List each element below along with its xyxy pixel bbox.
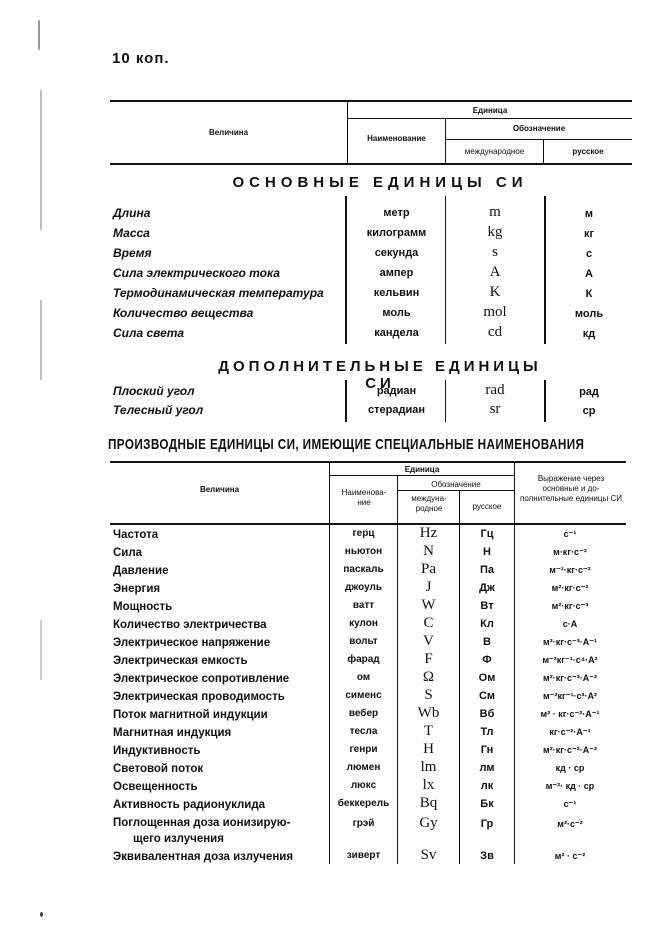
expression-cell: м⁻¹·кг·с⁻² <box>549 565 591 575</box>
quantity-cell: Термодинамическая температура <box>113 286 324 300</box>
base-units-title: ОСНОВНЫЕ ЕДИНИЦЫ СИ <box>232 174 528 191</box>
unit-name-cell: метр <box>383 207 410 219</box>
quantity-cell-continued: щего излучения <box>133 833 224 845</box>
table2-header-designation: Обозначение <box>431 480 481 489</box>
quantity-cell: Энергия <box>113 583 161 595</box>
scan-mark <box>40 620 42 680</box>
intl-symbol-cell: Bq <box>419 795 438 811</box>
quantity-cell: Сила <box>113 547 143 559</box>
rus-symbol-cell: В <box>483 636 491 648</box>
intl-symbol-cell: W <box>421 597 436 613</box>
supplementary-units-title: ДОПОЛНИТЕЛЬНЫЕ ЕДИНИЦЫ СИ <box>218 358 542 392</box>
supp-col-line-1 <box>345 380 347 422</box>
table1-header-unit: Единица <box>472 106 508 115</box>
rus-symbol-cell: Ф <box>482 654 492 666</box>
rus-symbol-cell: Вт <box>480 600 494 612</box>
intl-symbol-cell: F <box>424 651 433 667</box>
scan-mark <box>40 300 42 380</box>
quantity-cell: Мощность <box>113 601 173 613</box>
unit-name-cell: ватт <box>352 600 375 611</box>
expression-cell: кг·с⁻²·А⁻¹ <box>549 727 591 737</box>
intl-symbol-cell: N <box>423 543 434 559</box>
table1-header-rule <box>348 118 632 119</box>
rus-symbol-cell: лм <box>479 762 495 774</box>
expression-cell: м² · кг·с⁻²·А⁻¹ <box>540 709 600 719</box>
intl-symbol-cell: H <box>423 741 434 757</box>
quantity-cell: Магнитная индукция <box>113 727 232 739</box>
table2-header-unit: Единица <box>404 465 440 474</box>
price-label: 10 коп. <box>112 50 170 67</box>
expression-cell: м²·кг·с⁻³·А⁻¹ <box>543 637 597 647</box>
expression-cell: с⁻¹ <box>563 799 577 809</box>
unit-name-cell: ампер <box>379 267 414 279</box>
quantity-cell: Индуктивность <box>113 745 201 757</box>
quantity-cell: Время <box>113 246 152 260</box>
unit-name-cell: кельвин <box>373 287 420 299</box>
unit-name-cell: секунда <box>374 247 419 259</box>
expression-cell: м²·кг·с⁻³·А⁻² <box>543 673 597 683</box>
expression-cell: м²·с⁻² <box>557 819 583 829</box>
table1-header-quantity: Величина <box>208 128 249 137</box>
quantity-cell: Поглощенная доза ионизирую- <box>113 817 291 829</box>
intl-symbol-cell: K <box>489 284 501 300</box>
table1-header-name: Наименование <box>367 134 426 143</box>
unit-name-cell: кандела <box>374 327 419 339</box>
table2-header-expression: Выражение через основные и до-полнительные единицы СИ <box>520 474 622 503</box>
table1-header-rule-2 <box>445 139 632 140</box>
unit-name-cell: зиверт <box>346 850 381 861</box>
unit-name-cell: вольт <box>349 636 378 647</box>
intl-symbol-cell: Ω <box>422 669 435 685</box>
scan-mark <box>40 90 42 230</box>
base-col-line-1 <box>345 196 347 344</box>
unit-name-cell: радиан <box>376 385 417 397</box>
rus-symbol-cell: Бк <box>480 798 494 810</box>
expression-cell: м⁻²кг⁻¹·с⁴·А² <box>542 655 598 665</box>
unit-name-cell: люмен <box>346 762 381 773</box>
quantity-cell: Плоский угол <box>113 384 195 398</box>
unit-name-cell: беккерель <box>337 798 390 809</box>
intl-symbol-cell: rad <box>485 382 505 398</box>
intl-symbol-cell: lx <box>422 777 435 793</box>
table1-header-bottom-rule <box>110 163 632 165</box>
unit-name-cell: сименс <box>345 690 382 701</box>
intl-symbol-cell: cd <box>487 324 503 340</box>
rus-symbol-cell: Па <box>479 564 495 576</box>
rus-symbol-cell: с <box>585 248 593 260</box>
table2-header-bottom-rule <box>110 523 626 525</box>
rus-symbol-cell: ср <box>582 405 596 417</box>
intl-symbol-cell: V <box>423 633 434 649</box>
unit-name-cell: стерадиан <box>368 404 425 416</box>
rus-symbol-cell: м <box>584 208 594 220</box>
table2-header-divider-2 <box>514 462 515 524</box>
quantity-cell: Количество электричества <box>113 619 267 631</box>
expression-cell: м² · с⁻² <box>554 851 586 861</box>
intl-symbol-cell: Sv <box>420 847 437 863</box>
table2-header-international: междуна-родное <box>411 494 447 513</box>
rus-symbol-cell: Зв <box>480 850 494 862</box>
quantity-cell: Эквивалентная доза излучения <box>113 851 294 863</box>
unit-name-cell: кулон <box>349 618 378 629</box>
rus-symbol-cell: См <box>478 690 496 702</box>
intl-symbol-cell: T <box>423 723 434 739</box>
quantity-cell: Активность радионуклида <box>113 799 266 811</box>
unit-name-cell: килограмм <box>366 227 427 239</box>
expression-cell: м·кг·с⁻² <box>553 547 587 557</box>
rus-symbol-cell: Ом <box>478 672 496 684</box>
intl-symbol-cell: sr <box>489 401 501 417</box>
quantity-cell: Сила света <box>113 326 185 340</box>
quantity-cell: Количество вещества <box>113 306 254 320</box>
quantity-cell: Частота <box>113 529 159 541</box>
unit-name-cell: люкс <box>350 780 377 791</box>
quantity-cell: Давление <box>113 565 169 577</box>
rus-symbol-cell: кд <box>582 328 596 340</box>
unit-name-cell: генри <box>349 744 378 755</box>
intl-symbol-cell: m <box>489 204 501 220</box>
quantity-cell: Масса <box>113 226 150 240</box>
table2-header-quantity: Величина <box>199 485 240 494</box>
rus-symbol-cell: Кл <box>480 618 494 630</box>
quantity-cell: Длина <box>113 206 151 220</box>
expression-cell: м⁻²кг⁻¹·с³·А² <box>543 691 597 701</box>
unit-name-cell: джоуль <box>344 582 383 593</box>
intl-symbol-cell: J <box>425 579 432 595</box>
derived-units-title: ПРОИЗВОДНЫЕ ЕДИНИЦЫ СИ, ИМЕЮЩИЕ СПЕЦИАЛЬНЫЕ НАИМЕНОВАНИЯ <box>108 436 585 453</box>
rus-symbol-cell: Тл <box>480 726 494 738</box>
intl-symbol-cell: Gy <box>419 815 438 831</box>
intl-symbol-cell: S <box>424 687 433 703</box>
table1-header-russian: русское <box>572 147 604 156</box>
unit-name-cell: ом <box>356 672 371 683</box>
table2-header-russian: русское <box>472 502 502 511</box>
intl-symbol-cell: C <box>423 615 434 631</box>
intl-symbol-cell: mol <box>483 304 507 320</box>
quantity-cell: Телесный угол <box>113 403 204 417</box>
intl-symbol-cell: Hz <box>419 525 438 541</box>
quantity-cell: Электрическое напряжение <box>113 637 271 649</box>
rus-symbol-cell: кг <box>583 228 595 240</box>
intl-symbol-cell: Wb <box>417 705 440 721</box>
intl-symbol-cell: s <box>492 244 498 260</box>
unit-name-cell: паскаль <box>343 564 384 575</box>
intl-symbol-cell: kg <box>487 224 503 240</box>
rus-symbol-cell: моль <box>574 308 604 320</box>
table1-header-international: международное <box>464 147 525 156</box>
table2-header-rule-1 <box>330 475 514 476</box>
quantity-cell: Электрическая емкость <box>113 655 248 667</box>
expression-cell: м²·кг·с⁻²·А⁻² <box>543 745 597 755</box>
unit-name-cell: ньютон <box>344 546 383 557</box>
quantity-cell: Сила электрического тока <box>113 266 280 280</box>
rus-symbol-cell: лк <box>480 780 494 792</box>
table1-header-designation: Обозначение <box>512 124 566 133</box>
quantity-cell: Освещенность <box>113 781 198 793</box>
unit-name-cell: тесла <box>349 726 378 737</box>
table2-header-rule-2 <box>397 490 514 491</box>
unit-name-cell: фарад <box>347 654 380 665</box>
unit-name-cell: моль <box>382 307 411 319</box>
intl-symbol-cell: Pa <box>421 561 436 577</box>
quantity-cell: Электрическая проводимость <box>113 691 285 703</box>
expression-cell: с·А <box>562 619 578 629</box>
rus-symbol-cell: Гц <box>480 528 494 540</box>
unit-name-cell: герц <box>352 528 375 539</box>
rus-symbol-cell: Н <box>483 546 491 558</box>
unit-name-cell: вебер <box>348 708 379 719</box>
rus-symbol-cell: А <box>585 268 593 280</box>
intl-symbol-cell: lm <box>420 759 437 775</box>
rus-symbol-cell: Гн <box>480 744 494 756</box>
expression-cell: кд · ср <box>555 763 585 773</box>
intl-symbol-cell: A <box>489 264 501 280</box>
expression-cell: с⁻¹ <box>563 529 577 539</box>
unit-name-cell: грэй <box>352 818 375 829</box>
expression-cell: м⁻²· кд · ср <box>545 781 595 791</box>
rus-symbol-cell: Дж <box>479 582 495 594</box>
scan-mark <box>40 912 43 917</box>
rus-symbol-cell: рад <box>579 386 599 398</box>
quantity-cell: Поток магнитной индукции <box>113 709 268 721</box>
quantity-cell: Электрическое сопротивление <box>113 673 290 685</box>
table2-top-rule <box>110 461 626 463</box>
quantity-cell: Световой поток <box>113 763 204 775</box>
rus-symbol-cell: Гр <box>480 818 494 830</box>
rus-symbol-cell: Вб <box>479 708 495 720</box>
scan-mark <box>38 20 40 50</box>
table2-header-name: Наименова-ние <box>341 488 387 507</box>
expression-cell: м²·кг·с⁻² <box>551 583 589 593</box>
table1-top-rule <box>110 100 632 102</box>
rus-symbol-cell: К <box>585 288 593 300</box>
expression-cell: м²·кг·с⁻³ <box>551 601 589 611</box>
